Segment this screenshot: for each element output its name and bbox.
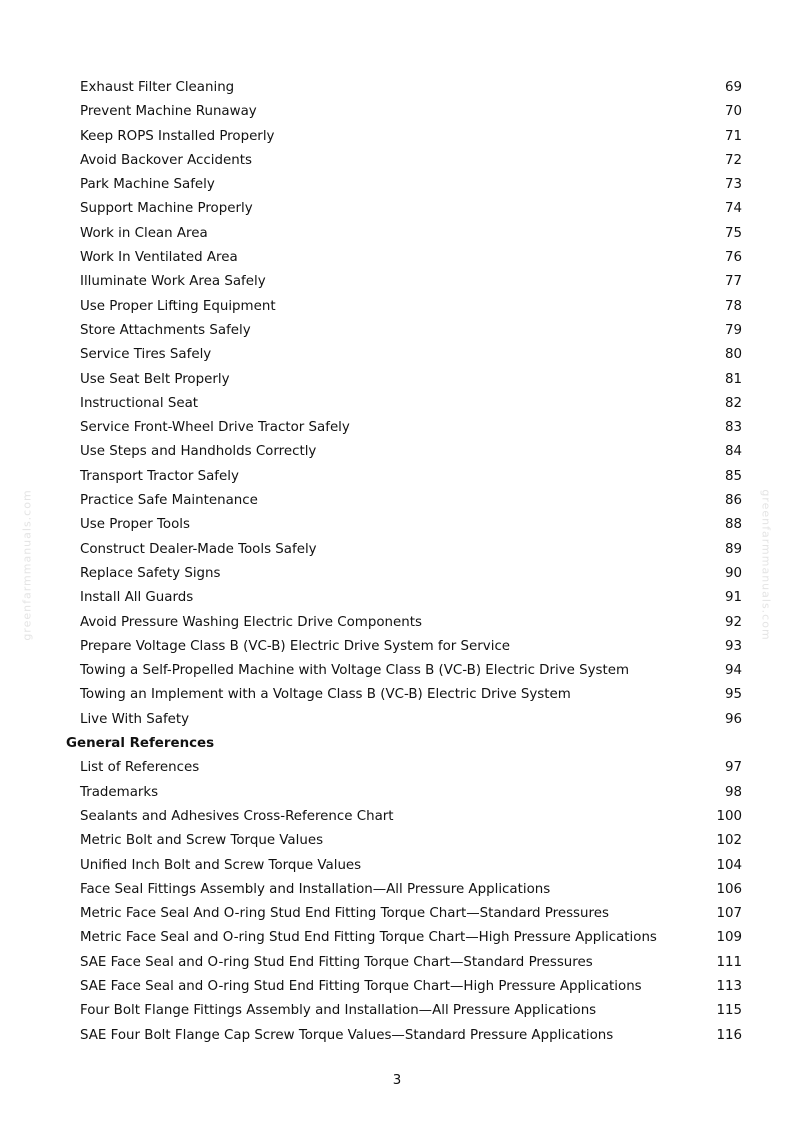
toc-entry-page: 91 [724,590,742,606]
toc-entry[interactable] [0,295,794,319]
toc-entry[interactable] [0,635,794,659]
toc-entry[interactable] [0,440,794,464]
toc-entry-title: Use Proper Lifting Equipment [80,298,276,314]
toc-entry-page: 70 [724,104,742,120]
toc-entry[interactable] [0,489,794,513]
toc-entry-page: 113 [716,978,742,994]
toc-entry[interactable] [0,829,794,853]
toc-entry[interactable] [0,586,794,610]
toc-entry[interactable] [0,392,794,416]
toc-entry-page: 97 [724,760,742,776]
toc-entry-page: 86 [724,493,742,509]
toc-entry-page: 74 [724,201,742,217]
watermark-left: greenfarmmanuals.com [20,489,34,641]
toc-entry-title: Replace Safety Signs [80,565,221,581]
toc-entry[interactable] [0,149,794,173]
toc-entry-page: 81 [724,371,742,387]
toc-entry-page: 107 [716,906,742,922]
toc-entry[interactable] [0,999,794,1023]
toc-entry-page: 88 [724,517,742,533]
toc-entry[interactable] [0,1024,794,1048]
toc-entry-title: Avoid Backover Accidents [80,152,252,168]
toc-entry-title: List of References [80,760,200,776]
toc-entry-title: Four Bolt Flange Fittings Assembly and Installation—All Pressure Applications [80,1003,597,1019]
toc-entry-title: Practice Safe Maintenance [80,493,258,509]
toc-entry-page: 106 [716,881,742,897]
toc-entry-title: Service Tires Safely [80,347,212,363]
toc-entry-page: 82 [724,395,742,411]
toc-entry-page: 80 [724,347,742,363]
toc-entry-title: Keep ROPS Installed Properly [80,128,275,144]
toc-entry-title: Service Front-Wheel Drive Tractor Safely [80,420,350,436]
toc-entry-title: Park Machine Safely [80,177,215,193]
toc-entry-page: 96 [724,711,742,727]
toc-entry[interactable] [0,76,794,100]
toc-entry-title: Exhaust Filter Cleaning [80,80,235,95]
toc-entry-title: Towing a Self-Propelled Machine with Voltage Class B (VC-B) Electric Drive System [80,663,630,679]
toc-entry-title: Prepare Voltage Class B (VC-B) Electric Drive System for Service [80,638,511,654]
toc-entry-title: Install All Guards [80,590,194,606]
toc-entry-title: Metric Face Seal and O-ring Stud End Fitting Torque Chart—High Pressure Applications [80,930,657,946]
toc-entry-page: 109 [716,930,742,946]
toc-entry-title: Use Proper Tools [80,517,191,533]
toc-entry[interactable] [0,902,794,926]
toc-entry-page: 111 [716,954,742,970]
toc-entry[interactable] [0,756,794,780]
toc-entry-title: SAE Face Seal and O-ring Stud End Fitting Torque Chart—Standard Pressures [80,954,593,970]
toc-entry[interactable] [0,100,794,124]
toc-entry[interactable] [0,197,794,221]
toc-entry-title: Sealants and Adhesives Cross-Reference Chart [80,808,394,824]
toc-entry[interactable] [0,951,794,975]
toc-entry[interactable] [0,319,794,343]
toc-entry-title: Unified Inch Bolt and Screw Torque Values [80,857,362,873]
toc-entry-page: 102 [716,833,742,849]
toc-entry-title: SAE Four Bolt Flange Cap Screw Torque Values—Standard Pressure Applications [80,1027,614,1043]
toc-entry[interactable] [0,611,794,635]
toc-entry-title: Use Seat Belt Properly [80,371,230,387]
page-number: 3 [392,1073,402,1088]
watermark-right: greenfarmmanuals.com [759,489,773,641]
toc-entry-page: 83 [724,420,742,436]
toc-entry-title: Metric Bolt and Screw Torque Values [80,833,324,849]
toc-entry-page: 85 [724,468,742,484]
toc-entry-page: 71 [724,128,742,144]
toc-entry[interactable] [0,513,794,537]
table-of-contents [0,76,794,1048]
toc-section-heading [0,732,794,756]
toc-entry[interactable] [0,781,794,805]
toc-entry[interactable] [0,975,794,999]
toc-entry-page: 69 [724,80,742,95]
toc-entry[interactable] [0,562,794,586]
toc-entry-page: 95 [724,687,742,703]
toc-entry[interactable] [0,659,794,683]
toc-entry-title: Support Machine Properly [80,201,253,217]
toc-entry[interactable] [0,465,794,489]
toc-entry-page: 78 [724,298,742,314]
toc-entry[interactable] [0,173,794,197]
toc-entry-title: Prevent Machine Runaway [80,104,257,120]
toc-entry-page: 73 [724,177,742,193]
toc-entry-page: 84 [724,444,742,460]
toc-entry[interactable] [0,878,794,902]
toc-entry-page: 94 [724,663,742,679]
toc-entry-title: General References [66,736,215,752]
toc-entry-page: 90 [724,565,742,581]
toc-entry-page: 104 [716,857,742,873]
toc-entry[interactable] [0,270,794,294]
toc-entry[interactable] [0,222,794,246]
toc-entry-title: Transport Tractor Safely [80,468,239,484]
toc-entry-page: 115 [716,1003,742,1019]
toc-entry-page: 100 [716,808,742,824]
toc-entry-page: 72 [724,152,742,168]
toc-entry-page: 98 [724,784,742,800]
toc-entry-title: Work in Clean Area [80,225,208,241]
toc-entry-title: Illuminate Work Area Safely [80,274,266,290]
toc-entry-page: 92 [724,614,742,630]
toc-entry[interactable] [0,854,794,878]
toc-entry-title: Instructional Seat [80,395,199,411]
toc-entry-page: 93 [724,638,742,654]
toc-entry-title: Face Seal Fittings Assembly and Installation—All Pressure Applications [80,881,551,897]
toc-entry-title: Use Steps and Handholds Correctly [80,444,317,460]
toc-entry[interactable] [0,926,794,950]
toc-entry[interactable] [0,343,794,367]
toc-entry-page: 77 [724,274,742,290]
toc-entry[interactable] [0,805,794,829]
toc-entry[interactable] [0,683,794,707]
toc-entry[interactable] [0,708,794,732]
toc-entry-title: Trademarks [80,784,159,800]
toc-entry[interactable] [0,246,794,270]
toc-entry-title: Avoid Pressure Washing Electric Drive Components [80,614,422,630]
toc-entry[interactable] [0,125,794,149]
toc-entry-title: Towing an Implement with a Voltage Class B (VC-B) Electric Drive System [80,687,571,703]
toc-entry-page: 76 [724,250,742,266]
toc-entry-page: 75 [724,225,742,241]
toc-entry-title: Work In Ventilated Area [80,250,238,266]
toc-entry-page: 89 [724,541,742,557]
toc-entry-title: SAE Face Seal and O-ring Stud End Fitting Torque Chart—High Pressure Applications [80,978,642,994]
toc-entry-page: 116 [716,1027,742,1043]
toc-entry-title: Metric Face Seal And O-ring Stud End Fitting Torque Chart—Standard Pressures [80,906,609,922]
toc-entry-title: Live With Safety [80,711,190,727]
toc-entry-title: Store Attachments Safely [80,322,251,338]
toc-entry[interactable] [0,416,794,440]
toc-entry[interactable] [0,538,794,562]
toc-entry-title: Construct Dealer-Made Tools Safely [80,541,317,557]
toc-entry[interactable] [0,368,794,392]
toc-entry-page: 79 [724,322,742,338]
